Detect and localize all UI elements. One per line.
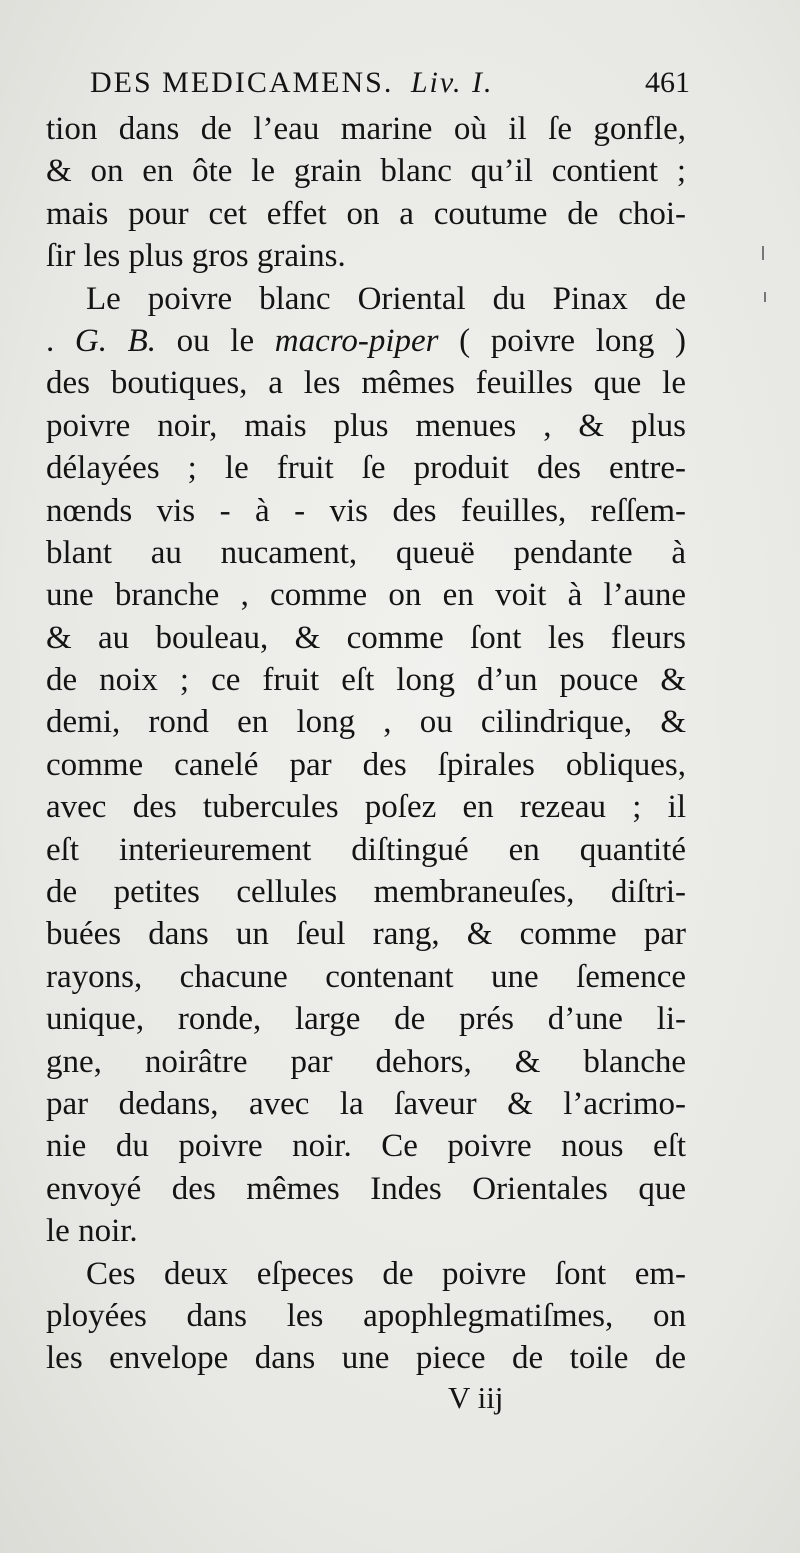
line-text: envoyé des mêmes Indes Orientales que bbox=[46, 1170, 686, 1207]
line-text: poivre noir, mais plus menues , & plus bbox=[46, 407, 686, 444]
italic-text: G. B. bbox=[74, 322, 157, 359]
text-line bbox=[46, 617, 686, 659]
text-line bbox=[46, 744, 686, 786]
text-line bbox=[46, 871, 686, 913]
line-text: des boutiques, a les mêmes feuilles que le bbox=[46, 365, 686, 402]
line-text: rayons, chacune contenant une ſemence bbox=[46, 958, 686, 995]
text-line bbox=[46, 913, 686, 955]
text-line bbox=[46, 1125, 686, 1167]
line-text: unique, ronde, large de prés d’une li- bbox=[46, 1001, 686, 1038]
text-line bbox=[46, 1041, 686, 1083]
line-text: & au bouleau, & comme ſont les fleurs bbox=[46, 619, 686, 656]
text-line bbox=[46, 956, 686, 998]
line-text: eſt interieurement diſtingué en quantité bbox=[46, 831, 686, 868]
line-text: de noix ; ce fruit eſt long d’un pouce & bbox=[46, 662, 686, 699]
text-line bbox=[46, 574, 686, 616]
line-text: les envelope dans une piece de toile de bbox=[46, 1340, 686, 1377]
text-line bbox=[46, 320, 686, 362]
line-text: blant au nucament, queuë pendante à bbox=[46, 534, 686, 571]
text-line bbox=[46, 362, 686, 404]
signature-mark: V iij bbox=[448, 1380, 504, 1415]
text-line bbox=[46, 278, 686, 320]
running-header bbox=[90, 66, 690, 106]
line-text: par dedans, avec la ſaveur & l’acrimo- bbox=[46, 1085, 686, 1122]
line-text: délayées ; le fruit ſe produit des entre- bbox=[46, 450, 686, 487]
margin-mark bbox=[764, 292, 766, 302]
line-text: nœnds vis - à - vis des feuilles, reſſem- bbox=[46, 492, 686, 529]
text-line bbox=[46, 1083, 686, 1125]
line-text: de petites cellules membraneuſes, diſtri- bbox=[46, 874, 686, 911]
text-line bbox=[46, 701, 686, 743]
text-line bbox=[46, 1210, 686, 1252]
line-text: gne, noirâtre par dehors, & blanche bbox=[46, 1043, 686, 1080]
line-text: Ces deux eſpeces de poivre ſont em- bbox=[86, 1255, 686, 1292]
text-line bbox=[46, 786, 686, 828]
line-text: comme canelé par des ſpirales obliques, bbox=[46, 746, 686, 783]
text-line bbox=[46, 235, 686, 277]
text-line bbox=[46, 1337, 686, 1379]
line-text: le noir. bbox=[46, 1213, 138, 1250]
line-text: ſir les plus gros grains. bbox=[46, 238, 346, 275]
line-text: . bbox=[46, 322, 75, 359]
text-line bbox=[46, 1253, 686, 1295]
italic-text: macro-piper bbox=[274, 322, 439, 359]
line-text: une branche , comme on en voit à l’aune bbox=[46, 577, 686, 614]
line-text: ou le bbox=[156, 322, 275, 359]
line-text: ployées dans les apophlegmatiſmes, on bbox=[46, 1297, 686, 1334]
text-line bbox=[46, 532, 686, 574]
text-line bbox=[46, 405, 686, 447]
line-text: ( poivre long ) bbox=[438, 322, 686, 359]
line-text: Le poivre blanc Oriental du Pinax de bbox=[86, 280, 686, 317]
body-text bbox=[46, 108, 686, 1380]
line-text: demi, rond en long , ou cilindrique, & bbox=[46, 704, 686, 741]
line-text: avec des tubercules poſez en rezeau ; il bbox=[46, 789, 686, 826]
text-line bbox=[46, 490, 686, 532]
text-line bbox=[46, 1295, 686, 1337]
text-line bbox=[46, 193, 686, 235]
line-text: tion dans de l’eau marine où il ſe gonfle, bbox=[46, 111, 686, 147]
margin-mark bbox=[762, 246, 764, 260]
book-reference: Liv. I. bbox=[410, 66, 494, 99]
text-line bbox=[46, 1168, 686, 1210]
text-line bbox=[46, 150, 686, 192]
page-number: 461 bbox=[645, 66, 690, 99]
running-title: DES MEDICAMENS. bbox=[90, 66, 394, 99]
line-text: & on en ôte le grain blanc qu’il contient ; bbox=[46, 153, 686, 190]
line-text: mais pour cet effet on a coutume de choi- bbox=[46, 195, 686, 232]
text-line bbox=[46, 998, 686, 1040]
text-line bbox=[46, 829, 686, 871]
text-line bbox=[46, 659, 686, 701]
line-text: buées dans un ſeul rang, & comme par bbox=[46, 916, 686, 953]
text-line bbox=[46, 447, 686, 489]
text-line bbox=[46, 108, 686, 150]
line-text: nie du poivre noir. Ce poivre nous eſt bbox=[46, 1128, 686, 1165]
